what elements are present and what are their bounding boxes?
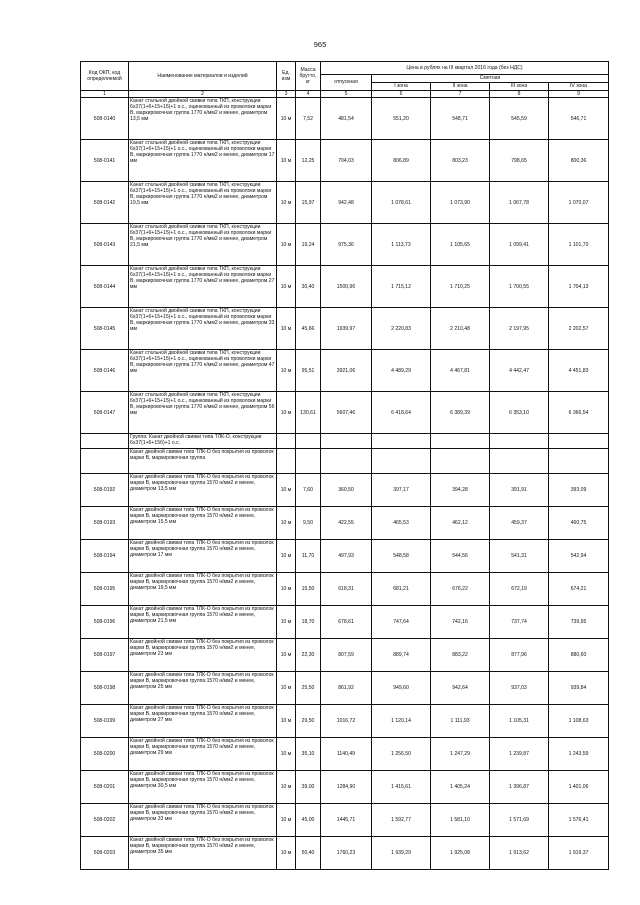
column-index: 9 — [549, 91, 609, 98]
item-name: Канат двойной свивки типа ТЛК-О без покрытия из проволок марки В, маркировочная группа 1570 н/мм2 и менее, диаметром 35 мм — [129, 837, 277, 870]
column-index: 7 — [431, 91, 490, 98]
item-unit: 10 м — [277, 837, 296, 870]
column-index: 1 — [81, 91, 129, 98]
item-mass: 19,24 — [296, 224, 321, 266]
price-zone-3: 2 197,95 — [490, 308, 549, 350]
item-code: 508-0198 — [81, 672, 129, 705]
header-code: Код ОКП, код определяемой — [81, 62, 129, 91]
item-name: Канат стальной двойной свивки типа ТКП, конструкции 6х37(1+6+15+15)+1 о.с., оцинкованный из проволоки марки В, маркировочная группа 1770 н/мм2 и менее, диаметром 13,5 мм — [129, 98, 277, 140]
price-wholesale: 1016,72 — [321, 705, 372, 738]
price-zone-4: 800,36 — [549, 140, 609, 182]
item-unit: 10 м — [277, 639, 296, 672]
item-code: 508-0199 — [81, 705, 129, 738]
price-zone-4: 2 202,57 — [549, 308, 609, 350]
item-unit: 10 м — [277, 350, 296, 392]
price-zone-1: 6 418,64 — [372, 392, 431, 434]
table-row — [81, 182, 609, 224]
table-row — [81, 474, 609, 507]
price-zone-3: 798,65 — [490, 140, 549, 182]
price-wholesale: 1284,90 — [321, 771, 372, 804]
column-index: 8 — [490, 91, 549, 98]
price-zone-3: 1 239,87 — [490, 738, 549, 771]
price-zone-2: 1 105,65 — [431, 224, 490, 266]
price-zone-1: 2 220,83 — [372, 308, 431, 350]
header-name: Наименование материалов и изделий — [129, 62, 277, 91]
column-index: 5 — [321, 91, 372, 98]
price-zone-1: 949,60 — [372, 672, 431, 705]
price-zone-1: 1 715,12 — [372, 266, 431, 308]
item-mass: 7,52 — [296, 98, 321, 140]
price-zone-2: 742,16 — [431, 606, 490, 639]
price-zone-1: 1 256,50 — [372, 738, 431, 771]
item-name: Канат двойной свивки типа ТЛК-О без покрытия из проволок марки В, маркировочная группа 1570 н/мм2 и менее, диаметром 30,5 мм — [129, 771, 277, 804]
price-zone-4: 6 366,54 — [549, 392, 609, 434]
price-zone-3: 1 571,69 — [490, 804, 549, 837]
price-wholesale: 704,03 — [321, 140, 372, 182]
column-index: 6 — [372, 91, 431, 98]
item-name: Канат стальной двойной свивки типа ТКП, конструкции 6х37(1+6+15+15)+1 о.с., оцинкованный из проволоки марки В, маркировочная группа 1770 н/мм2 и менее, диаметром 19,5 мм — [129, 182, 277, 224]
price-zone-2: 394,28 — [431, 474, 490, 507]
price-zone-2: 548,71 — [431, 98, 490, 140]
table-row — [81, 639, 609, 672]
item-name: Канат двойной свивки типа ТЛК-О без покрытия из проволок марки В, маркировочная группа 1570 н/мм2 и менее, диаметром 17 мм — [129, 540, 277, 573]
item-name: Канат двойной свивки типа ТЛК-О без покрытия из проволок марки В, маркировочная группа 1570 н/мм2 и менее, диаметром 15,5 мм — [129, 507, 277, 540]
price-zone-4: 460,75 — [549, 507, 609, 540]
item-name: Канат стальной двойной свивки типа ТКП, конструкции 6х37(1+6+15+15)+1 о.с., оцинкованный из проволоки марки В, маркировочная группа 1770 н/мм2 и менее, диаметром 21,5 мм — [129, 224, 277, 266]
item-mass: 130,61 — [296, 392, 321, 434]
item-mass: 29,50 — [296, 705, 321, 738]
header-wholesale: отпускная — [321, 75, 372, 91]
price-zone-2: 2 210,48 — [431, 308, 490, 350]
price-zone-4: 542,94 — [549, 540, 609, 573]
item-code: 508-0196 — [81, 606, 129, 639]
item-code: 508-0203 — [81, 837, 129, 870]
price-wholesale: 422,55 — [321, 507, 372, 540]
item-mass: 45,66 — [296, 308, 321, 350]
price-zone-4: 939,84 — [549, 672, 609, 705]
table-row — [81, 837, 609, 870]
price-zone-2: 942,64 — [431, 672, 490, 705]
price-zone-2: 4 467,81 — [431, 350, 490, 392]
price-wholesale: 360,50 — [321, 474, 372, 507]
price-zone-2: 1 925,08 — [431, 837, 490, 870]
header-price-title: Цена в рублях на III квартал 2016 года (без НДС) — [321, 62, 609, 75]
item-name: Канат двойной свивки типа ТЛК-О без покрытия из проволок марки В, маркировочная группа 1570 н/мм2 и менее, диаметром 19,5 мм — [129, 573, 277, 606]
group-title: Группа: Канат двойной свивки типа ТЛК-О, конструкции 6х37(1+6+15б)+1 о.с. — [129, 434, 277, 449]
item-unit: 10 м — [277, 474, 296, 507]
item-name: Канат двойной свивки типа ТЛК-О без покрытия из проволок марки В, маркировочная группа 1570 н/мм2 и менее, диаметром 23 мм — [129, 639, 277, 672]
price-zone-3: 737,74 — [490, 606, 549, 639]
item-name: Канат стальной двойной свивки типа ТКП, конструкции 6х37(1+6+15+15)+1 о.с., оцинкованный из проволоки марки В, маркировочная группа 1770 н/мм2 и менее, диаметром 56 мм — [129, 392, 277, 434]
item-name: Канат двойной свивки типа ТЛК-О без покрытия из проволок марки В, маркировочная группа 1570 н/мм2 и менее, диаметром 33 мм — [129, 804, 277, 837]
price-zone-4: 546,71 — [549, 98, 609, 140]
item-unit: 10 м — [277, 182, 296, 224]
price-zone-2: 883,22 — [431, 639, 490, 672]
item-name: Канат двойной свивки типа ТЛК-О без покрытия из проволок марки В, маркировочная группа 1570 н/мм2 и менее, диаметром 21,5 мм — [129, 606, 277, 639]
price-zone-2: 676,22 — [431, 573, 490, 606]
price-wholesale: 975,36 — [321, 224, 372, 266]
item-code: 508-0192 — [81, 474, 129, 507]
price-zone-4: 1 704,13 — [549, 266, 609, 308]
item-unit: 10 м — [277, 804, 296, 837]
item-code: 508-0141 — [81, 140, 129, 182]
header-estimate: Сметная — [372, 75, 609, 83]
header-zone-2: II зона — [431, 83, 490, 91]
item-code: 508-0146 — [81, 350, 129, 392]
price-zone-1: 889,74 — [372, 639, 431, 672]
table-row — [81, 350, 609, 392]
table-row — [81, 507, 609, 540]
price-zone-2: 1 581,10 — [431, 804, 490, 837]
item-unit: 10 м — [277, 606, 296, 639]
price-zone-1: 548,58 — [372, 540, 431, 573]
price-zone-2: 1 111,93 — [431, 705, 490, 738]
item-mass: 45,00 — [296, 804, 321, 837]
price-zone-1: 465,53 — [372, 507, 431, 540]
item-mass: 15,97 — [296, 182, 321, 224]
item-code: 508-0197 — [81, 639, 129, 672]
header-zone-1: I зона — [372, 83, 431, 91]
page-number: 965 — [313, 40, 327, 49]
price-zone-3: 1 396,87 — [490, 771, 549, 804]
item-unit: 10 м — [277, 266, 296, 308]
price-zone-3: 4 442,47 — [490, 350, 549, 392]
price-wholesale: 1140,49 — [321, 738, 372, 771]
item-mass: 25,50 — [296, 672, 321, 705]
subgroup-row — [81, 449, 609, 474]
price-zone-3: 1 067,78 — [490, 182, 549, 224]
item-code: 508-0143 — [81, 224, 129, 266]
item-unit: 10 м — [277, 392, 296, 434]
item-code: 508-0147 — [81, 392, 129, 434]
header-unit: Ед. изм — [277, 62, 296, 91]
price-zone-4: 674,21 — [549, 573, 609, 606]
item-unit: 10 м — [277, 573, 296, 606]
item-unit: 10 м — [277, 672, 296, 705]
item-unit: 10 м — [277, 738, 296, 771]
price-zone-2: 544,56 — [431, 540, 490, 573]
price-zone-1: 1 415,61 — [372, 771, 431, 804]
table-row — [81, 98, 609, 140]
price-zone-2: 6 389,39 — [431, 392, 490, 434]
price-zone-1: 1 592,77 — [372, 804, 431, 837]
item-code: 508-0142 — [81, 182, 129, 224]
item-unit: 10 м — [277, 140, 296, 182]
header-zone-3: III зона — [490, 83, 549, 91]
price-zone-2: 462,12 — [431, 507, 490, 540]
subgroup-title: Канат двойной свивки типа ТЛК-О без покрытия из проволок марки В, маркировочная группа — [129, 449, 277, 474]
price-zone-1: 681,21 — [372, 573, 431, 606]
item-mass: 95,51 — [296, 350, 321, 392]
price-wholesale: 1445,71 — [321, 804, 372, 837]
item-code: 508-0201 — [81, 771, 129, 804]
item-unit: 10 м — [277, 540, 296, 573]
price-zone-3: 1 913,62 — [490, 837, 549, 870]
price-zone-2: 1 405,24 — [431, 771, 490, 804]
item-name: Канат двойной свивки типа ТЛК-О без покрытия из проволок марки В, маркировочная группа 1570 н/мм2 и менее, диаметром 25 мм — [129, 672, 277, 705]
price-wholesale: 618,31 — [321, 573, 372, 606]
item-mass: 11,70 — [296, 540, 321, 573]
price-wholesale: 5607,46 — [321, 392, 372, 434]
price-zone-3: 545,59 — [490, 98, 549, 140]
price-zone-4: 1 576,41 — [549, 804, 609, 837]
table-row — [81, 771, 609, 804]
price-zone-1: 397,17 — [372, 474, 431, 507]
item-name: Канат двойной свивки типа ТЛК-О без покрытия из проволок марки В, маркировочная группа 1570 н/мм2 и менее, диаметром 13,5 мм — [129, 474, 277, 507]
price-zone-3: 877,96 — [490, 639, 549, 672]
price-table — [80, 61, 609, 870]
table-row — [81, 224, 609, 266]
price-zone-4: 4 451,83 — [549, 350, 609, 392]
price-zone-4: 1 919,37 — [549, 837, 609, 870]
item-name: Канат стальной двойной свивки типа ТКП, конструкции 6х37(1+6+15+15)+1 о.с., оцинкованный из проволоки марки В, маркировочная группа 1770 н/мм2 и менее, диаметром 33 мм — [129, 308, 277, 350]
price-wholesale: 942,48 — [321, 182, 372, 224]
header-zone-4: IV зона — [549, 83, 609, 91]
price-zone-1: 1 078,61 — [372, 182, 431, 224]
item-name: Канат стальной двойной свивки типа ТКП, конструкции 6х37(1+6+15+15)+1 о.с., оцинкованный из проволоки марки В, маркировочная группа 1770 н/мм2 и менее, диаметром 27 мм — [129, 266, 277, 308]
price-zone-3: 1 105,31 — [490, 705, 549, 738]
table-row — [81, 308, 609, 350]
price-zone-3: 937,03 — [490, 672, 549, 705]
column-index: 4 — [296, 91, 321, 98]
item-code: 508-0193 — [81, 507, 129, 540]
price-zone-1: 1 120,14 — [372, 705, 431, 738]
table-row — [81, 804, 609, 837]
item-mass: 12,25 — [296, 140, 321, 182]
item-code: 508-0144 — [81, 266, 129, 308]
price-zone-4: 1 401,06 — [549, 771, 609, 804]
price-zone-3: 391,91 — [490, 474, 549, 507]
price-zone-1: 551,20 — [372, 98, 431, 140]
price-zone-1: 1 113,73 — [372, 224, 431, 266]
price-zone-4: 1 070,07 — [549, 182, 609, 224]
item-unit: 10 м — [277, 98, 296, 140]
price-zone-3: 1 700,55 — [490, 266, 549, 308]
price-wholesale: 1500,96 — [321, 266, 372, 308]
price-wholesale: 861,92 — [321, 672, 372, 705]
price-wholesale: 481,54 — [321, 98, 372, 140]
price-wholesale: 3921,06 — [321, 350, 372, 392]
price-wholesale: 1760,23 — [321, 837, 372, 870]
item-code: 508-0202 — [81, 804, 129, 837]
table-row — [81, 540, 609, 573]
price-zone-1: 747,64 — [372, 606, 431, 639]
column-index-row — [81, 91, 609, 98]
price-zone-1: 4 489,29 — [372, 350, 431, 392]
item-mass: 50,40 — [296, 837, 321, 870]
price-zone-4: 1 243,59 — [549, 738, 609, 771]
price-zone-4: 739,95 — [549, 606, 609, 639]
item-unit: 10 м — [277, 224, 296, 266]
item-name: Канат двойной свивки типа ТЛК-О без покрытия из проволок марки В, маркировочная группа 1570 н/мм2 и менее, диаметром 27 мм — [129, 705, 277, 738]
item-mass: 7,60 — [296, 474, 321, 507]
price-wholesale: 497,93 — [321, 540, 372, 573]
item-mass: 39,00 — [296, 771, 321, 804]
price-zone-2: 803,23 — [431, 140, 490, 182]
price-zone-4: 393,09 — [549, 474, 609, 507]
item-mass: 30,40 — [296, 266, 321, 308]
table-row — [81, 266, 609, 308]
price-zone-4: 880,60 — [549, 639, 609, 672]
item-code: 508-0140 — [81, 98, 129, 140]
item-unit: 10 м — [277, 308, 296, 350]
price-zone-4: 1 101,70 — [549, 224, 609, 266]
table-row — [81, 672, 609, 705]
price-zone-3: 459,37 — [490, 507, 549, 540]
table-row — [81, 573, 609, 606]
item-unit: 10 м — [277, 705, 296, 738]
table-row — [81, 606, 609, 639]
column-index: 2 — [129, 91, 277, 98]
table-row — [81, 738, 609, 771]
price-zone-1: 806,89 — [372, 140, 431, 182]
item-mass: 18,70 — [296, 606, 321, 639]
header-mass: Масса брутто, кг — [296, 62, 321, 91]
price-zone-4: 1 108,63 — [549, 705, 609, 738]
item-code: 508-0145 — [81, 308, 129, 350]
group-row — [81, 434, 609, 449]
price-zone-2: 1 073,90 — [431, 182, 490, 224]
item-code: 508-0194 — [81, 540, 129, 573]
price-zone-3: 6 353,10 — [490, 392, 549, 434]
item-name: Канат стальной двойной свивки типа ТКП, конструкции 6х37(1+6+15+15)+1 о.с., оцинкованный из проволоки марки В, маркировочная группа 1770 н/мм2 и менее, диаметром 47 мм — [129, 350, 277, 392]
price-wholesale: 1939,97 — [321, 308, 372, 350]
table-row — [81, 392, 609, 434]
price-wholesale: 807,59 — [321, 639, 372, 672]
item-mass: 22,30 — [296, 639, 321, 672]
price-zone-3: 541,31 — [490, 540, 549, 573]
item-unit: 10 м — [277, 507, 296, 540]
price-zone-1: 1 939,29 — [372, 837, 431, 870]
table-row — [81, 140, 609, 182]
item-code: 508-0195 — [81, 573, 129, 606]
item-mass: 15,50 — [296, 573, 321, 606]
item-mass: 35,10 — [296, 738, 321, 771]
price-wholesale: 678,61 — [321, 606, 372, 639]
price-zone-2: 1 710,25 — [431, 266, 490, 308]
price-zone-3: 672,19 — [490, 573, 549, 606]
price-zone-2: 1 247,29 — [431, 738, 490, 771]
item-code: 508-0200 — [81, 738, 129, 771]
column-index: 3 — [277, 91, 296, 98]
item-name: Канат стальной двойной свивки типа ТКП, конструкции 6х37(1+6+15+15)+1 о.с., оцинкованный из проволоки марки В, маркировочная группа 1770 н/мм2 и менее, диаметром 17 мм — [129, 140, 277, 182]
price-zone-3: 1 099,41 — [490, 224, 549, 266]
table-row — [81, 705, 609, 738]
item-mass: 9,50 — [296, 507, 321, 540]
item-name: Канат двойной свивки типа ТЛК-О без покрытия из проволок марки В, маркировочная группа 1570 н/мм2 и менее, диаметром 29 мм — [129, 738, 277, 771]
item-unit: 10 м — [277, 771, 296, 804]
